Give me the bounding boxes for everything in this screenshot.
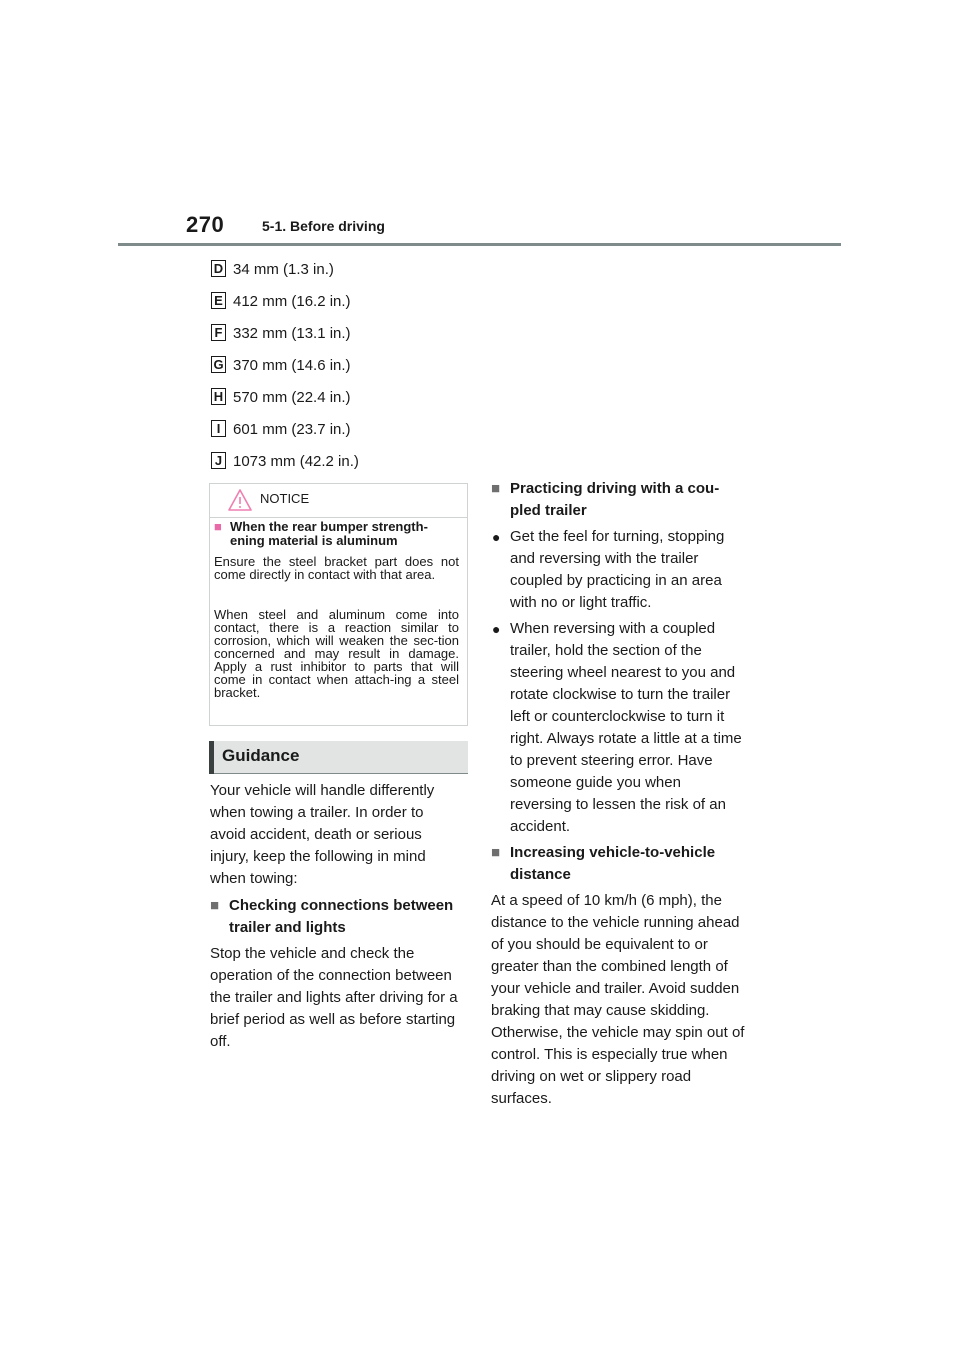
dimension-value: 34 mm (1.3 in.) bbox=[233, 261, 334, 278]
dimension-label: D bbox=[211, 260, 226, 277]
section-title: 5-1. Before driving bbox=[262, 218, 385, 234]
square-bullet-icon: ■ bbox=[214, 519, 222, 534]
square-bullet-icon: ■ bbox=[210, 897, 220, 914]
dimension-item bbox=[211, 418, 511, 450]
notice-body: Ensure the steel bracket part does not come directly in contact with that area. bbox=[214, 554, 459, 582]
dimension-item bbox=[211, 322, 511, 354]
dimension-item bbox=[211, 290, 511, 322]
notice-body: When steel and aluminum come into contact, there is a reaction similar to corrosion, which will weaken the sec-tion concerned and may result in damage. Apply a rust inhibitor to parts that will come in contact when attach-ing a steel bracket. bbox=[214, 607, 459, 700]
notice-box bbox=[209, 483, 468, 726]
guidance-accent-bar bbox=[209, 741, 214, 774]
dimension-item bbox=[211, 258, 511, 290]
dimension-item bbox=[211, 354, 511, 386]
dimension-item bbox=[211, 450, 511, 482]
bullet-text: When reversing with a coupled trailer, hold the section of the steering wheel nearest to you and rotate clockwise to turn the trailer left or counterclockwise to turn it right. Always rotate a little at a time to prevent steering error. Have someone guide you when reversing to lessen the risk of an accident. bbox=[510, 620, 742, 835]
bullet-dot-icon: ● bbox=[492, 621, 501, 637]
dimension-value: 1073 mm (42.2 in.) bbox=[233, 453, 359, 470]
bullet-text: Get the feel for turning, stopping and reversing with the trailer coupled by practicing in an area with no or light traffic. bbox=[510, 528, 725, 611]
sub-heading-text: Practicing driving with a cou-pled trailer bbox=[510, 480, 720, 519]
dimension-item bbox=[211, 386, 511, 418]
distance-body: At a speed of 10 km/h (6 mph), the distance to the vehicle running ahead of you should be equivalent to or greater than the combined length of your vehicle and trailer. Avoid sudden braking that may cause skidding. Otherwise, the vehicle may spin out of control. This is especially true when driving on wet or slippery road surfaces. bbox=[491, 892, 745, 1107]
square-bullet-icon: ■ bbox=[491, 844, 501, 861]
dimension-label: G bbox=[211, 356, 226, 373]
sub-heading-text: Increasing vehicle-to-vehicle distance bbox=[510, 844, 716, 883]
notice-title: NOTICE bbox=[260, 491, 310, 506]
dimension-value: 601 mm (23.7 in.) bbox=[233, 421, 351, 438]
sub-heading-text: Checking connections between trailer and lights bbox=[229, 897, 454, 936]
notice-heading-text: When the rear bumper strength-ening material is aluminum bbox=[230, 519, 428, 548]
guidance-intro: Your vehicle will handle differently when towing a trailer. In order to avoid accident, death or serious injury, keep the following in mind when towing: bbox=[210, 782, 435, 887]
square-bullet-icon: ■ bbox=[491, 480, 501, 497]
dimension-value: 332 mm (13.1 in.) bbox=[233, 325, 351, 342]
page-number: 270 bbox=[186, 212, 225, 237]
dimension-value: 570 mm (22.4 in.) bbox=[233, 389, 351, 406]
checking-connections-body: Stop the vehicle and check the operation of the connection between the trailer and lights after driving for a brief period as well as before starting off. bbox=[210, 945, 458, 1050]
bullet-dot-icon: ● bbox=[492, 529, 501, 545]
warning-triangle-icon bbox=[227, 488, 253, 512]
guidance-header bbox=[209, 741, 468, 774]
notice-divider bbox=[210, 517, 467, 518]
dimension-value: 370 mm (14.6 in.) bbox=[233, 357, 351, 374]
dimension-label: F bbox=[211, 324, 226, 341]
dimension-list bbox=[211, 258, 511, 482]
header-rule bbox=[118, 243, 841, 246]
dimension-label: I bbox=[211, 420, 226, 437]
dimension-label: J bbox=[211, 452, 226, 469]
notice-heading bbox=[214, 519, 462, 548]
guidance-title: Guidance bbox=[222, 746, 300, 765]
dimension-label: H bbox=[211, 388, 226, 405]
dimension-value: 412 mm (16.2 in.) bbox=[233, 293, 351, 310]
dimension-label: E bbox=[211, 292, 226, 309]
